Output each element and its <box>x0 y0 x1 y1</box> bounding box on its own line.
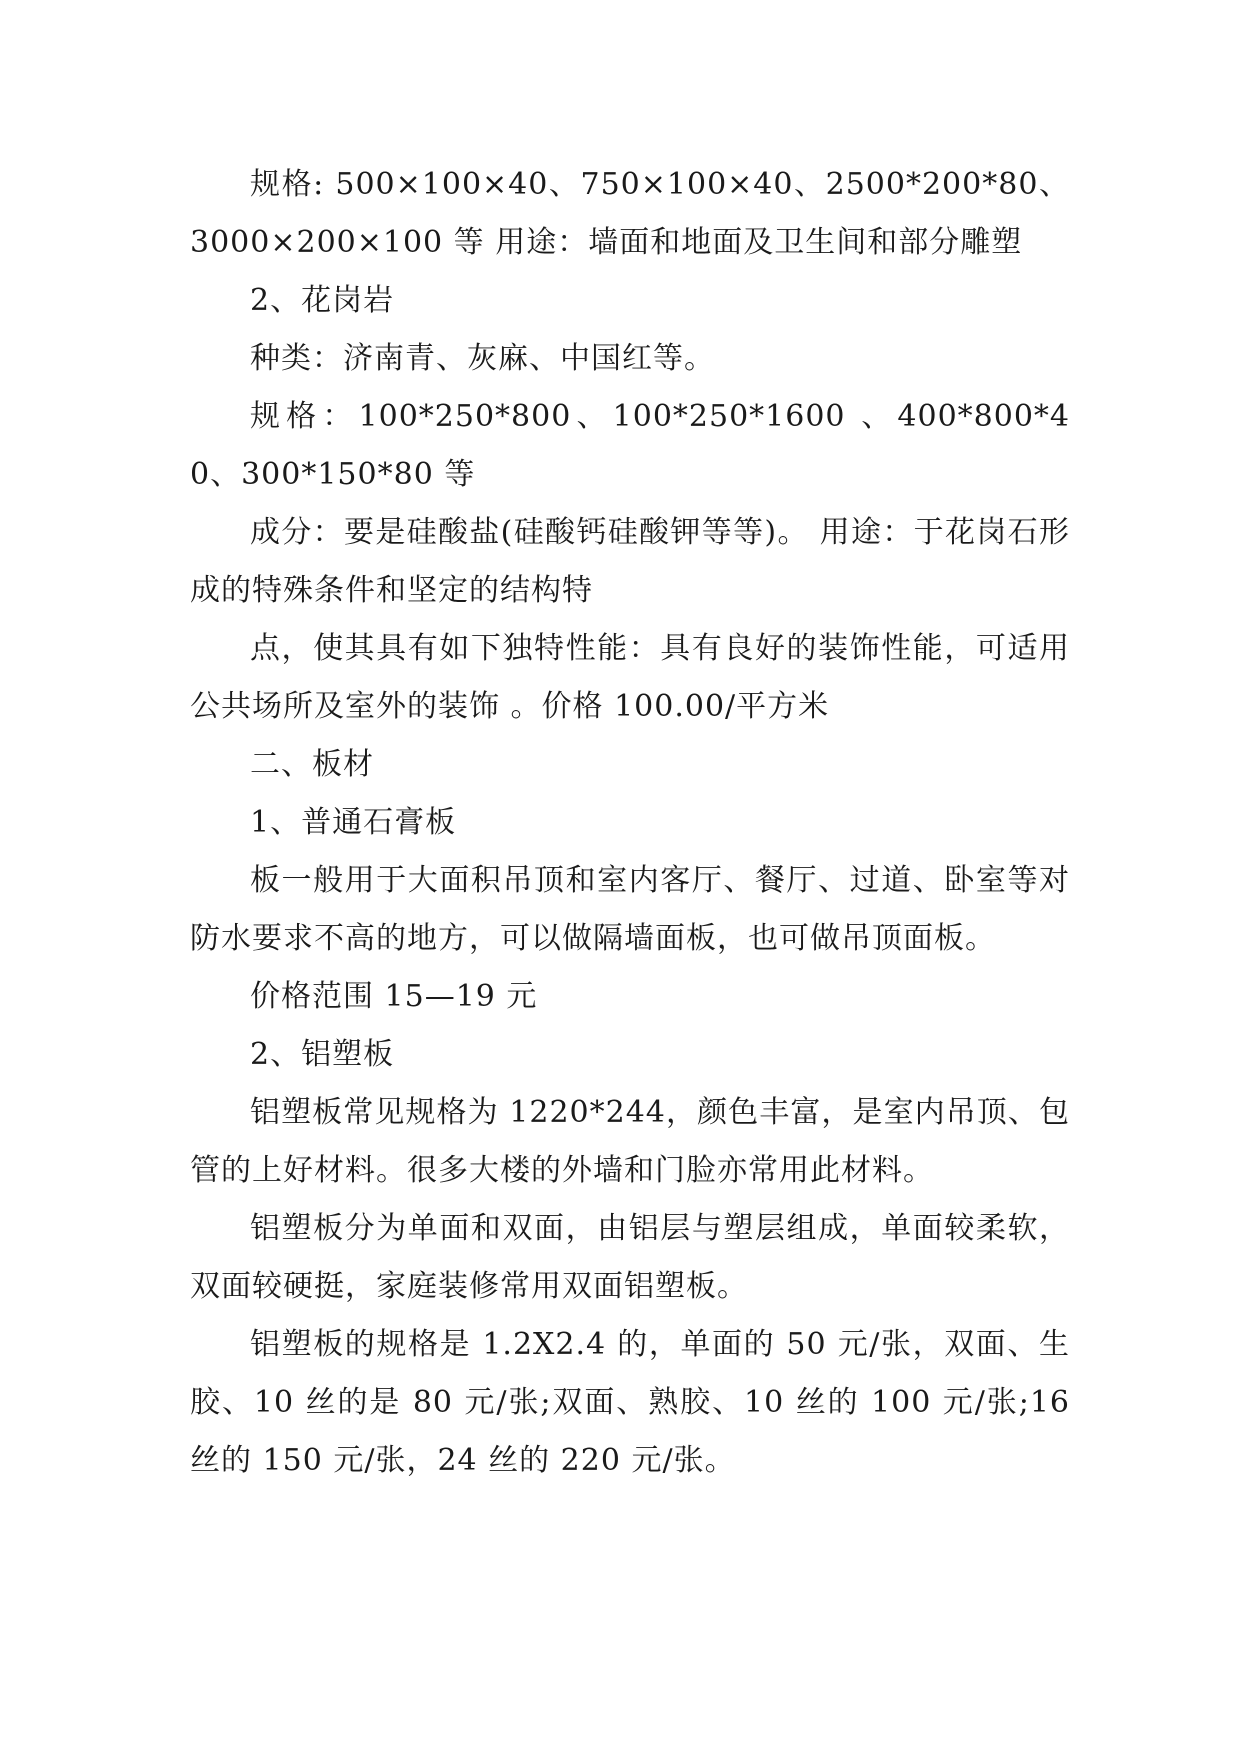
paragraph-aluminum-price: 铝塑板的规格是 1.2X2.4 的，单面的 50 元/张，双面、生胶、10 丝的是 80 元/张;双面、熟胶、10 丝的 100 元/张;16 丝的 150 元/张，24 丝的 220 元/张。 <box>190 1327 1070 1478</box>
paragraph-granite-composition: 成分：要是硅酸盐(硅酸钙硅酸钾等等)。 用途：于花岗石形成的特殊条件和坚定的结构特 <box>190 515 1070 608</box>
paragraph-granite-types: 种类：济南青、灰麻、中国红等。 <box>250 341 715 376</box>
heading-aluminum-plastic-board: 2、铝塑板 <box>250 1037 395 1072</box>
paragraph-aluminum-spec: 铝塑板常见规格为 1220*244，颜色丰富，是室内吊顶、包管的上好材料。很多大楼的外墙和门脸亦常用此材料。 <box>190 1095 1070 1188</box>
paragraph-gypsum-price: 价格范围 15—19 元 <box>250 979 538 1014</box>
paragraph-aluminum-types: 铝塑板分为单面和双面，由铝层与塑层组成，单面较柔软，双面较硬挺，家庭装修常用双面铝塑板。 <box>190 1211 1070 1304</box>
paragraph-granite-spec: 规格：100*250*800、100*250*1600 、400*800*40、300*150*80 等 <box>190 399 1070 492</box>
document-body <box>190 156 1070 1490</box>
paragraph-gypsum-usage: 板一般用于大面积吊顶和室内客厅、餐厅、过道、卧室等对防水要求不高的地方，可以做隔墙面板，也可做吊顶面板。 <box>190 863 1070 956</box>
paragraph-granite-properties: 点，使其具有如下独特性能：具有良好的装饰性能，可适用公共场所及室外的装饰 。价格 100.00/平方米 <box>190 631 1070 724</box>
paragraph-marble-spec: 规格: 500×100×40、750×100×40、2500*200*80、3000×200×100 等 用途：墙面和地面及卫生间和部分雕塑 <box>190 167 1070 260</box>
heading-granite: 2、花岗岩 <box>250 283 395 318</box>
heading-boards: 二、板材 <box>250 747 374 782</box>
heading-gypsum-board: 1、普通石膏板 <box>250 805 457 840</box>
